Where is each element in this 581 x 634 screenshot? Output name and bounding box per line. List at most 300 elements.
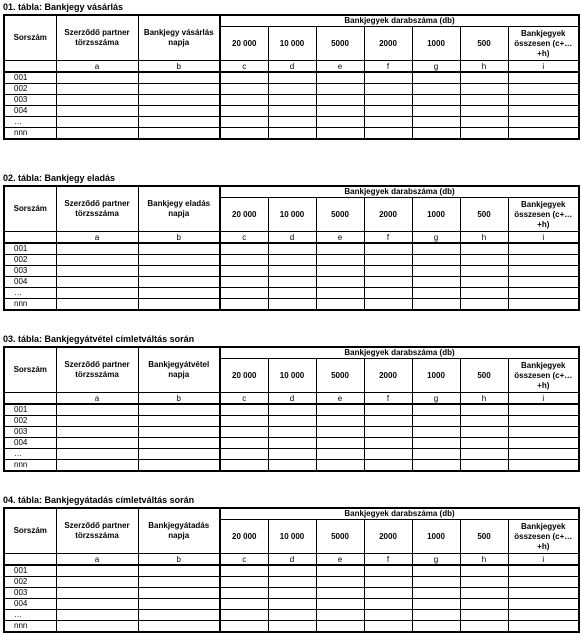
row-number: 001 xyxy=(4,243,56,255)
entry-cell[interactable] xyxy=(364,106,412,117)
entry-cell[interactable] xyxy=(56,427,138,438)
entry-cell[interactable] xyxy=(268,427,316,438)
entry-cell[interactable] xyxy=(364,577,412,588)
column-letter: h xyxy=(460,554,508,566)
header-denomination: 500 xyxy=(460,520,508,554)
entry-cell[interactable] xyxy=(316,299,364,311)
entry-cell[interactable] xyxy=(364,95,412,106)
entry-cell[interactable] xyxy=(220,588,268,599)
entry-cell[interactable] xyxy=(220,404,268,416)
column-letter: e xyxy=(316,232,364,244)
entry-cell[interactable] xyxy=(508,128,579,140)
column-letter: a xyxy=(56,61,138,73)
entry-cell[interactable] xyxy=(508,460,579,472)
entry-cell[interactable] xyxy=(316,610,364,621)
entry-cell[interactable] xyxy=(460,416,508,427)
header-date: Bankjegyátadás napja xyxy=(138,508,220,554)
entry-cell[interactable] xyxy=(460,117,508,128)
data-table xyxy=(3,14,580,140)
header-denomination: 1000 xyxy=(412,27,460,61)
entry-cell[interactable] xyxy=(138,610,220,621)
entry-cell[interactable] xyxy=(412,460,460,472)
entry-cell[interactable] xyxy=(364,117,412,128)
entry-cell[interactable] xyxy=(220,266,268,277)
header-denomination: 10 000 xyxy=(268,520,316,554)
entry-cell[interactable] xyxy=(364,427,412,438)
entry-cell[interactable] xyxy=(220,299,268,311)
entry-cell[interactable] xyxy=(412,106,460,117)
entry-cell[interactable] xyxy=(56,117,138,128)
entry-cell[interactable] xyxy=(56,288,138,299)
entry-cell[interactable] xyxy=(56,416,138,427)
row-number: 002 xyxy=(4,577,56,588)
entry-cell[interactable] xyxy=(364,288,412,299)
entry-cell[interactable] xyxy=(412,621,460,633)
entry-cell[interactable] xyxy=(460,427,508,438)
entry-cell[interactable] xyxy=(412,565,460,577)
entry-cell[interactable] xyxy=(268,565,316,577)
table-row xyxy=(4,577,579,588)
table-row xyxy=(4,427,579,438)
entry-cell[interactable] xyxy=(364,565,412,577)
header-partner: Szerződő partner törzsszáma xyxy=(56,186,138,232)
entry-cell[interactable] xyxy=(460,266,508,277)
entry-cell[interactable] xyxy=(364,588,412,599)
entry-cell[interactable] xyxy=(460,72,508,84)
header-partner: Szerződő partner törzsszáma xyxy=(56,15,138,61)
entry-cell[interactable] xyxy=(460,299,508,311)
entry-cell[interactable] xyxy=(364,299,412,311)
entry-cell[interactable] xyxy=(56,449,138,460)
header-denomination: 500 xyxy=(460,359,508,393)
entry-cell[interactable] xyxy=(220,128,268,140)
table-row xyxy=(4,621,579,633)
entry-cell[interactable] xyxy=(138,416,220,427)
entry-cell[interactable] xyxy=(412,416,460,427)
entry-cell[interactable] xyxy=(56,95,138,106)
entry-cell[interactable] xyxy=(316,565,364,577)
entry-cell[interactable] xyxy=(220,416,268,427)
row-number: … xyxy=(4,117,56,128)
column-letter: c xyxy=(220,61,268,73)
header-denomination: 5000 xyxy=(316,520,364,554)
entry-cell[interactable] xyxy=(364,449,412,460)
table-row xyxy=(4,460,579,472)
entry-cell[interactable] xyxy=(364,404,412,416)
header-denomination: 20 000 xyxy=(220,359,268,393)
entry-cell[interactable] xyxy=(316,427,364,438)
table-row xyxy=(4,610,579,621)
entry-cell[interactable] xyxy=(268,588,316,599)
entry-cell[interactable] xyxy=(316,288,364,299)
entry-cell[interactable] xyxy=(316,438,364,449)
entry-cell[interactable] xyxy=(56,565,138,577)
entry-cell[interactable] xyxy=(268,438,316,449)
entry-cell[interactable] xyxy=(412,72,460,84)
entry-cell[interactable] xyxy=(138,117,220,128)
entry-cell[interactable] xyxy=(268,621,316,633)
entry-cell[interactable] xyxy=(460,288,508,299)
entry-cell[interactable] xyxy=(508,621,579,633)
entry-cell[interactable] xyxy=(460,128,508,140)
table-row xyxy=(4,565,579,577)
entry-cell[interactable] xyxy=(364,610,412,621)
entry-cell[interactable] xyxy=(268,255,316,266)
entry-cell[interactable] xyxy=(508,577,579,588)
entry-cell[interactable] xyxy=(56,255,138,266)
header-denomination: 1000 xyxy=(412,198,460,232)
entry-cell[interactable] xyxy=(508,427,579,438)
header-group: Bankjegyek darabszáma (db) xyxy=(220,186,579,198)
header-denomination: 2000 xyxy=(364,27,412,61)
entry-cell[interactable] xyxy=(268,288,316,299)
entry-cell[interactable] xyxy=(460,243,508,255)
header-denomination: 20 000 xyxy=(220,27,268,61)
entry-cell[interactable] xyxy=(508,299,579,311)
entry-cell[interactable] xyxy=(56,588,138,599)
entry-cell[interactable] xyxy=(138,299,220,311)
entry-cell[interactable] xyxy=(460,449,508,460)
table-title: 04. tábla: Bankjegyátadás címletváltás során xyxy=(3,495,195,505)
entry-cell[interactable] xyxy=(364,599,412,610)
column-letter: i xyxy=(508,554,579,566)
entry-cell[interactable] xyxy=(220,255,268,266)
table-title: 01. tábla: Bankjegy vásárlás xyxy=(3,2,124,12)
table-title: 03. tábla: Bankjegyátvétel címletváltás során xyxy=(3,334,195,344)
header-serial: Sorszám xyxy=(4,508,56,554)
entry-cell[interactable] xyxy=(508,404,579,416)
row-number: 003 xyxy=(4,588,56,599)
entry-cell[interactable] xyxy=(220,621,268,633)
entry-cell[interactable] xyxy=(508,72,579,84)
entry-cell[interactable] xyxy=(316,266,364,277)
entry-cell[interactable] xyxy=(268,84,316,95)
entry-cell[interactable] xyxy=(508,610,579,621)
entry-cell[interactable] xyxy=(316,95,364,106)
entry-cell[interactable] xyxy=(138,427,220,438)
entry-cell[interactable] xyxy=(508,277,579,288)
entry-cell[interactable] xyxy=(138,84,220,95)
entry-cell[interactable] xyxy=(268,599,316,610)
row-number: 003 xyxy=(4,95,56,106)
entry-cell[interactable] xyxy=(220,610,268,621)
row-number: 004 xyxy=(4,599,56,610)
table-row xyxy=(4,404,579,416)
entry-cell[interactable] xyxy=(364,128,412,140)
entry-cell[interactable] xyxy=(364,84,412,95)
column-letter: g xyxy=(412,61,460,73)
entry-cell[interactable] xyxy=(460,106,508,117)
entry-cell[interactable] xyxy=(412,117,460,128)
table-title: 02. tábla: Bankjegy eladás xyxy=(3,173,116,183)
entry-cell[interactable] xyxy=(56,106,138,117)
header-denomination: 5000 xyxy=(316,359,364,393)
entry-cell[interactable] xyxy=(460,621,508,633)
row-number: … xyxy=(4,288,56,299)
entry-cell[interactable] xyxy=(508,106,579,117)
entry-cell[interactable] xyxy=(268,277,316,288)
entry-cell[interactable] xyxy=(412,299,460,311)
entry-cell[interactable] xyxy=(316,117,364,128)
entry-cell[interactable] xyxy=(316,404,364,416)
row-number: nnn xyxy=(4,299,56,311)
column-letter: f xyxy=(364,393,412,405)
entry-cell[interactable] xyxy=(220,599,268,610)
entry-cell[interactable] xyxy=(316,72,364,84)
column-letter: b xyxy=(138,554,220,566)
entry-cell[interactable] xyxy=(138,128,220,140)
entry-cell[interactable] xyxy=(316,588,364,599)
entry-cell[interactable] xyxy=(364,255,412,266)
entry-cell[interactable] xyxy=(508,266,579,277)
entry-cell[interactable] xyxy=(268,577,316,588)
entry-cell[interactable] xyxy=(316,106,364,117)
entry-cell[interactable] xyxy=(460,84,508,95)
table-row xyxy=(4,255,579,266)
entry-cell[interactable] xyxy=(460,460,508,472)
entry-cell[interactable] xyxy=(460,277,508,288)
entry-cell[interactable] xyxy=(138,599,220,610)
entry-cell[interactable] xyxy=(364,416,412,427)
entry-cell[interactable] xyxy=(56,460,138,472)
header-serial: Sorszám xyxy=(4,186,56,232)
entry-cell[interactable] xyxy=(316,449,364,460)
table-row xyxy=(4,84,579,95)
header-group: Bankjegyek darabszáma (db) xyxy=(220,15,579,27)
entry-cell[interactable] xyxy=(138,438,220,449)
entry-cell[interactable] xyxy=(508,588,579,599)
entry-cell[interactable] xyxy=(220,427,268,438)
entry-cell[interactable] xyxy=(138,565,220,577)
entry-cell[interactable] xyxy=(220,243,268,255)
column-letter: c xyxy=(220,554,268,566)
entry-cell[interactable] xyxy=(316,416,364,427)
column-letter: b xyxy=(138,393,220,405)
table-row xyxy=(4,106,579,117)
entry-cell[interactable] xyxy=(138,266,220,277)
entry-cell[interactable] xyxy=(268,449,316,460)
entry-cell[interactable] xyxy=(460,588,508,599)
entry-cell[interactable] xyxy=(220,577,268,588)
column-letter: i xyxy=(508,232,579,244)
entry-cell[interactable] xyxy=(460,565,508,577)
table-row xyxy=(4,128,579,140)
column-letter: a xyxy=(56,393,138,405)
entry-cell[interactable] xyxy=(412,255,460,266)
entry-cell[interactable] xyxy=(220,72,268,84)
entry-cell[interactable] xyxy=(412,449,460,460)
header-denomination: 5000 xyxy=(316,198,364,232)
entry-cell[interactable] xyxy=(412,128,460,140)
entry-cell[interactable] xyxy=(364,438,412,449)
entry-cell[interactable] xyxy=(508,84,579,95)
row-number: 002 xyxy=(4,255,56,266)
entry-cell[interactable] xyxy=(316,621,364,633)
entry-cell[interactable] xyxy=(138,404,220,416)
entry-cell[interactable] xyxy=(268,610,316,621)
entry-cell[interactable] xyxy=(220,95,268,106)
entry-cell[interactable] xyxy=(220,288,268,299)
entry-cell[interactable] xyxy=(412,599,460,610)
entry-cell[interactable] xyxy=(268,460,316,472)
entry-cell[interactable] xyxy=(316,84,364,95)
entry-cell[interactable] xyxy=(412,588,460,599)
header-group: Bankjegyek darabszáma (db) xyxy=(220,508,579,520)
entry-cell[interactable] xyxy=(316,243,364,255)
entry-cell[interactable] xyxy=(508,416,579,427)
entry-cell[interactable] xyxy=(412,243,460,255)
entry-cell[interactable] xyxy=(412,95,460,106)
entry-cell[interactable] xyxy=(56,72,138,84)
entry-cell[interactable] xyxy=(56,128,138,140)
entry-cell[interactable] xyxy=(460,610,508,621)
entry-cell[interactable] xyxy=(508,288,579,299)
entry-cell[interactable] xyxy=(460,404,508,416)
entry-cell[interactable] xyxy=(412,277,460,288)
entry-cell[interactable] xyxy=(508,117,579,128)
entry-cell[interactable] xyxy=(508,243,579,255)
entry-cell[interactable] xyxy=(220,106,268,117)
table-row xyxy=(4,266,579,277)
entry-cell[interactable] xyxy=(268,106,316,117)
entry-cell[interactable] xyxy=(56,610,138,621)
row-number: 004 xyxy=(4,438,56,449)
entry-cell[interactable] xyxy=(460,577,508,588)
header-denomination: 10 000 xyxy=(268,27,316,61)
header-denomination: 10 000 xyxy=(268,198,316,232)
entry-cell[interactable] xyxy=(316,255,364,266)
row-number: nnn xyxy=(4,621,56,633)
entry-cell[interactable] xyxy=(220,438,268,449)
letter-cell-empty xyxy=(4,61,56,73)
entry-cell[interactable] xyxy=(56,299,138,311)
entry-cell[interactable] xyxy=(412,404,460,416)
entry-cell[interactable] xyxy=(220,117,268,128)
entry-cell[interactable] xyxy=(138,95,220,106)
entry-cell[interactable] xyxy=(138,588,220,599)
entry-cell[interactable] xyxy=(268,416,316,427)
entry-cell[interactable] xyxy=(138,577,220,588)
entry-cell[interactable] xyxy=(268,404,316,416)
entry-cell[interactable] xyxy=(220,277,268,288)
entry-cell[interactable] xyxy=(220,565,268,577)
entry-cell[interactable] xyxy=(268,299,316,311)
entry-cell[interactable] xyxy=(138,72,220,84)
entry-cell[interactable] xyxy=(316,599,364,610)
entry-cell[interactable] xyxy=(364,460,412,472)
entry-cell[interactable] xyxy=(56,277,138,288)
column-letter: h xyxy=(460,61,508,73)
entry-cell[interactable] xyxy=(508,438,579,449)
column-letter: e xyxy=(316,61,364,73)
entry-cell[interactable] xyxy=(138,255,220,266)
entry-cell[interactable] xyxy=(412,84,460,95)
row-number: 002 xyxy=(4,84,56,95)
column-letter: a xyxy=(56,554,138,566)
entry-cell[interactable] xyxy=(508,565,579,577)
entry-cell[interactable] xyxy=(56,621,138,633)
entry-cell[interactable] xyxy=(220,84,268,95)
entry-cell[interactable] xyxy=(460,95,508,106)
entry-cell[interactable] xyxy=(412,288,460,299)
entry-cell[interactable] xyxy=(138,621,220,633)
column-letter: g xyxy=(412,232,460,244)
column-letter: c xyxy=(220,232,268,244)
entry-cell[interactable] xyxy=(316,277,364,288)
entry-cell[interactable] xyxy=(138,288,220,299)
entry-cell[interactable] xyxy=(56,404,138,416)
entry-cell[interactable] xyxy=(56,84,138,95)
entry-cell[interactable] xyxy=(364,266,412,277)
entry-cell[interactable] xyxy=(364,621,412,633)
entry-cell[interactable] xyxy=(56,266,138,277)
entry-cell[interactable] xyxy=(412,577,460,588)
entry-cell[interactable] xyxy=(316,128,364,140)
entry-cell[interactable] xyxy=(138,449,220,460)
entry-cell[interactable] xyxy=(220,449,268,460)
letter-cell-empty xyxy=(4,393,56,405)
column-letter: i xyxy=(508,61,579,73)
entry-cell[interactable] xyxy=(460,255,508,266)
entry-cell[interactable] xyxy=(268,95,316,106)
entry-cell[interactable] xyxy=(412,266,460,277)
table-row xyxy=(4,588,579,599)
entry-cell[interactable] xyxy=(460,599,508,610)
table-row xyxy=(4,288,579,299)
entry-cell[interactable] xyxy=(138,106,220,117)
column-letter: h xyxy=(460,393,508,405)
entry-cell[interactable] xyxy=(316,460,364,472)
entry-cell[interactable] xyxy=(268,243,316,255)
entry-cell[interactable] xyxy=(138,243,220,255)
entry-cell[interactable] xyxy=(460,438,508,449)
entry-cell[interactable] xyxy=(268,72,316,84)
entry-cell[interactable] xyxy=(268,128,316,140)
entry-cell[interactable] xyxy=(56,577,138,588)
header-total: Bankjegyek összesen (c+…+h) xyxy=(508,198,579,232)
entry-cell[interactable] xyxy=(56,438,138,449)
entry-cell[interactable] xyxy=(138,277,220,288)
entry-cell[interactable] xyxy=(56,599,138,610)
column-letter: d xyxy=(268,554,316,566)
entry-cell[interactable] xyxy=(508,95,579,106)
entry-cell[interactable] xyxy=(364,277,412,288)
entry-cell[interactable] xyxy=(412,610,460,621)
entry-cell[interactable] xyxy=(268,117,316,128)
entry-cell[interactable] xyxy=(268,266,316,277)
header-denomination: 2000 xyxy=(364,520,412,554)
entry-cell[interactable] xyxy=(508,449,579,460)
entry-cell[interactable] xyxy=(508,255,579,266)
entry-cell[interactable] xyxy=(56,243,138,255)
entry-cell[interactable] xyxy=(364,243,412,255)
entry-cell[interactable] xyxy=(220,460,268,472)
header-total: Bankjegyek összesen (c+…+h) xyxy=(508,520,579,554)
entry-cell[interactable] xyxy=(364,72,412,84)
entry-cell[interactable] xyxy=(412,427,460,438)
entry-cell[interactable] xyxy=(412,438,460,449)
entry-cell[interactable] xyxy=(138,460,220,472)
entry-cell[interactable] xyxy=(508,599,579,610)
header-denomination: 5000 xyxy=(316,27,364,61)
column-letter: d xyxy=(268,61,316,73)
table-row xyxy=(4,299,579,311)
data-table xyxy=(3,185,580,311)
entry-cell[interactable] xyxy=(316,577,364,588)
header-date: Bankjegyátvétel napja xyxy=(138,347,220,393)
table-row xyxy=(4,95,579,106)
table-row xyxy=(4,599,579,610)
